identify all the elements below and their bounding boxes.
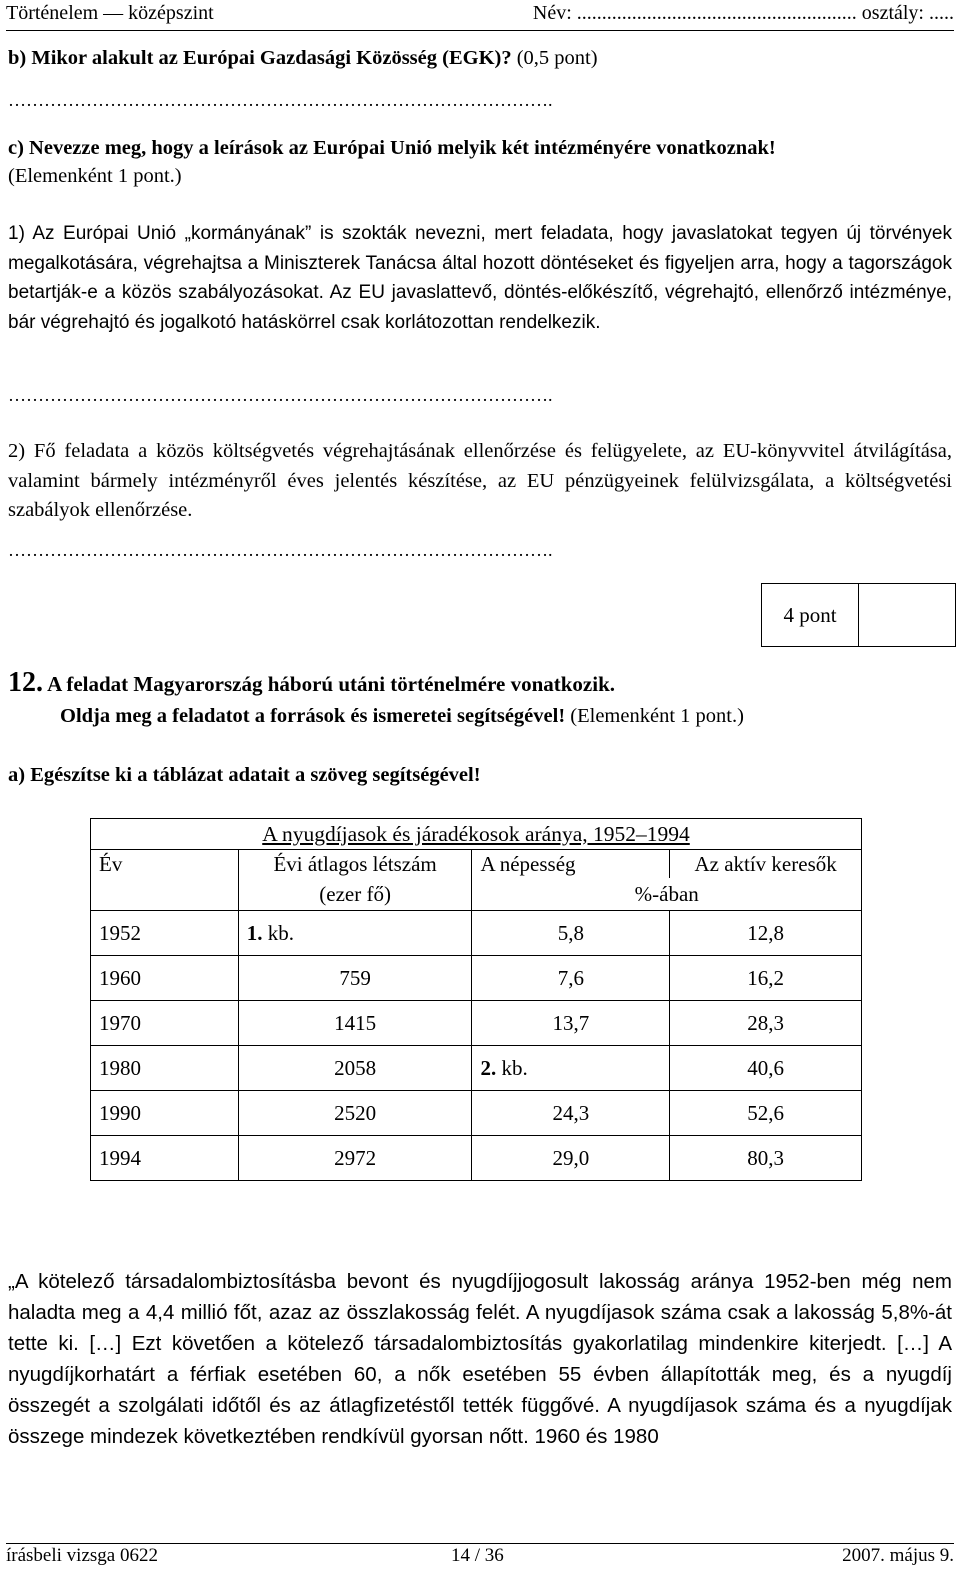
table-row: 1960 759 7,6 16,2 [91, 956, 862, 1001]
answer-line-2[interactable]: ………………………………………………………………………………. [8, 541, 553, 559]
question-c: c) Nevezze meg, hogy a leírások az Európai Unió melyik két intézményére vonatkoznak! [8, 137, 776, 159]
points-label: 4 pont [762, 584, 859, 646]
header-population: A népesség [472, 850, 670, 879]
source-quote: „A kötelező társadalombiztosításba bevont és nyugdíjjogosult lakosság aránya 1952-ben még nem haladta meg a 4,4 millió főt, azaz az összlakosság felét. A nyugdíjasok száma csak a lakosság 5,8%-át tette ki. […] Ezt követően a kötelező társadalombiztosítás gyakorlatilag mindenkire kiterjedt. […] A nyugdíjkorhatárt a férfiak esetében 60, a nők esetében 55 évben állapították meg, és a nyugdíj összegét a szolgálati időtől és az átlagfizetéstől tették függővé. A nyugdíjasok száma és a nyugdíjak összege mindezek következtében rendkívül gyorsan nőtt. 1960 és 1980 [8, 1270, 952, 1448]
question-b-points: (0,5 pont) [516, 47, 598, 69]
table-row: 1990 2520 24,3 52,6 [91, 1091, 862, 1136]
pension-table [90, 818, 862, 1181]
header-subject: Történelem — középszint [6, 2, 214, 24]
table-header-row [91, 850, 862, 879]
table-header-units [91, 878, 862, 911]
answer-line-1[interactable]: ………………………………………………………………………………. [8, 386, 553, 404]
header-active: Az aktív keresők [670, 850, 862, 879]
footer-exam: írásbeli vizsga 0622 [6, 1545, 158, 1566]
table-row: 1980 2058 2. kb. 40,6 [91, 1046, 862, 1091]
answer-line-b[interactable]: ………………………………………………………………………………. [8, 91, 553, 109]
fill-in-cell-2[interactable]: 2. kb. [472, 1046, 670, 1091]
fill-in-cell-1[interactable]: 1. kb. [238, 911, 472, 956]
header-pct-unit: %-ában [472, 878, 862, 911]
question-b [8, 44, 598, 72]
table-row: 1952 1. kb. 5,8 12,8 [91, 911, 862, 956]
score-field[interactable] [858, 584, 955, 646]
footer-date: 2007. május 9. [842, 1545, 954, 1566]
header-year: Év [91, 850, 239, 879]
table-row: 1970 1415 13,7 28,3 [91, 1001, 862, 1046]
footer-divider [6, 1543, 954, 1544]
header-count: Évi átlagos létszám [238, 850, 472, 879]
institution-description-1: 1) Az Európai Unió „kormányának” is szokták nevezni, mert feladata, hogy javaslatokat tegyen új törvények megalkotására, végrehajtsa a Miniszterek Tanácsa által hozott döntéseket és figyeljen arra, hogy a tagországok betartják-e a közös szabályozásokat. Az EU javaslattevő, döntés-előkészítő, végrehajtó, ellenőrző intézménye, bár végrehajtó és jogalkotó hatáskörrel csak korlátozottan rendelkezik. [8, 223, 952, 333]
page-number: 14 / 36 [451, 1545, 504, 1566]
header-count-unit: (ezer fő) [238, 878, 472, 911]
question-c-scoring: (Elemenként 1 pont.) [8, 165, 182, 187]
header-divider [6, 30, 954, 31]
task-number: 12. [8, 667, 43, 698]
points-box [761, 583, 956, 647]
question-b-text: b) Mikor alakult az Európai Gazdasági Közösség (EGK)? [8, 47, 512, 69]
table-row: 1994 2972 29,0 80,3 [91, 1136, 862, 1181]
page-footer [6, 1545, 954, 1569]
header-name-class: Név: ........................................................ osztály: ..... [532, 2, 954, 24]
table-title: A nyugdíjasok és járadékosok aránya, 1952–1994 [91, 819, 862, 850]
institution-description-2: 2) Fő feladata a közös költségvetés végrehajtásának ellenőrzése és felügyelete, az EU-könyvvitel átvilágítása, valamint bármely intézményről éves jelentés készítése, az EU pénzügyeinek felülvizsgálata, a költségvetési szabályok ellenőrzése. [8, 440, 952, 521]
task-12-title: 12. A feladat Magyarország háború utáni történelmére vonatkozik. [8, 667, 616, 698]
task-12a-prompt: a) Egészítse ki a táblázat adatait a szöveg segítségével! [8, 764, 481, 786]
page-header [6, 0, 954, 28]
task-12-instructions: Oldja meg a feladatot a források és ismeretei segítségével! (Elemenként 1 pont.) [60, 705, 744, 727]
